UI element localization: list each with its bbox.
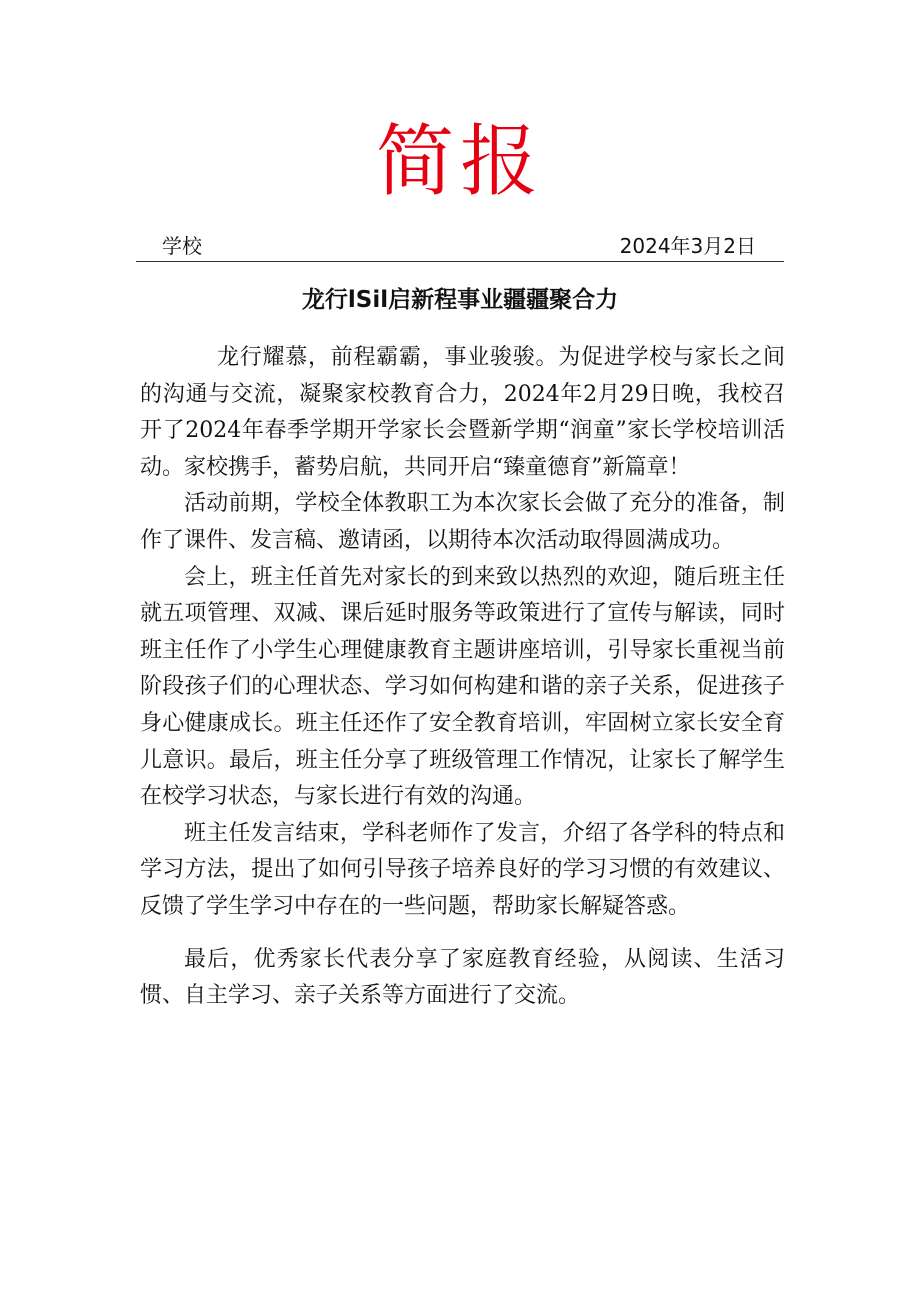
paragraph-parents: 最后，优秀家长代表分享了家庭教育经验，从阅读、生活习惯、自主学习、亲子关系等方面进行了交流。 [140, 946, 785, 1009]
header-divider [136, 261, 784, 262]
issuer-name: 学校 [162, 234, 202, 258]
issue-date: 2024年3月2日 [619, 234, 756, 258]
paragraph-meeting: 会上，班主任首先对家长的到来致以热烈的欢迎，随后班主任就五项管理、双减、课后延时服务等政策进行了宣传与解读，同时班主任作了小学生心理健康教育主题讲座培训，引导家长重视当前阶段孩子们的心理状态、学习如何构建和谐的亲子关系，促进孩子身心健康成长。班主任还作了安全教育培训，牢固树立家长安全育儿意识。最后，班主任分享了班级管理工作情况，让家长了解学生在校学习状态，与家长进行有效的沟通。 [140, 564, 785, 810]
article-body [140, 340, 785, 1015]
masthead-title: 简报 [375, 117, 544, 207]
paragraph-teachers: 班主任发言结束，学科老师作了发言，介绍了各学科的特点和学习方法，提出了如何引导孩子培养良好的学习习惯的有效建议、反馈了学生学习中存在的一些问题，帮助家长解疑答惑。 [140, 820, 785, 919]
paragraph-preparation: 活动前期，学校全体教职工为本次家长会做了充分的准备，制作了课件、发言稿、邀请函，以期待本次活动取得圆满成功。 [140, 491, 785, 553]
paragraph-intro: 龙行耀慕，前程霸霸，事业骏骏。为促进学校与家长之间的沟通与交流，凝聚家校教育合力，2024年2月29日晚，我校召开了2024年春季学期开学家长会暨新学期“润童”家长学校培训活动。家校携手，蓄势启航，共同开启“臻童德育”新篇章！ [140, 345, 785, 480]
article-headline: 龙行lSil启新程事业疆疆聚合力 [301, 287, 619, 313]
